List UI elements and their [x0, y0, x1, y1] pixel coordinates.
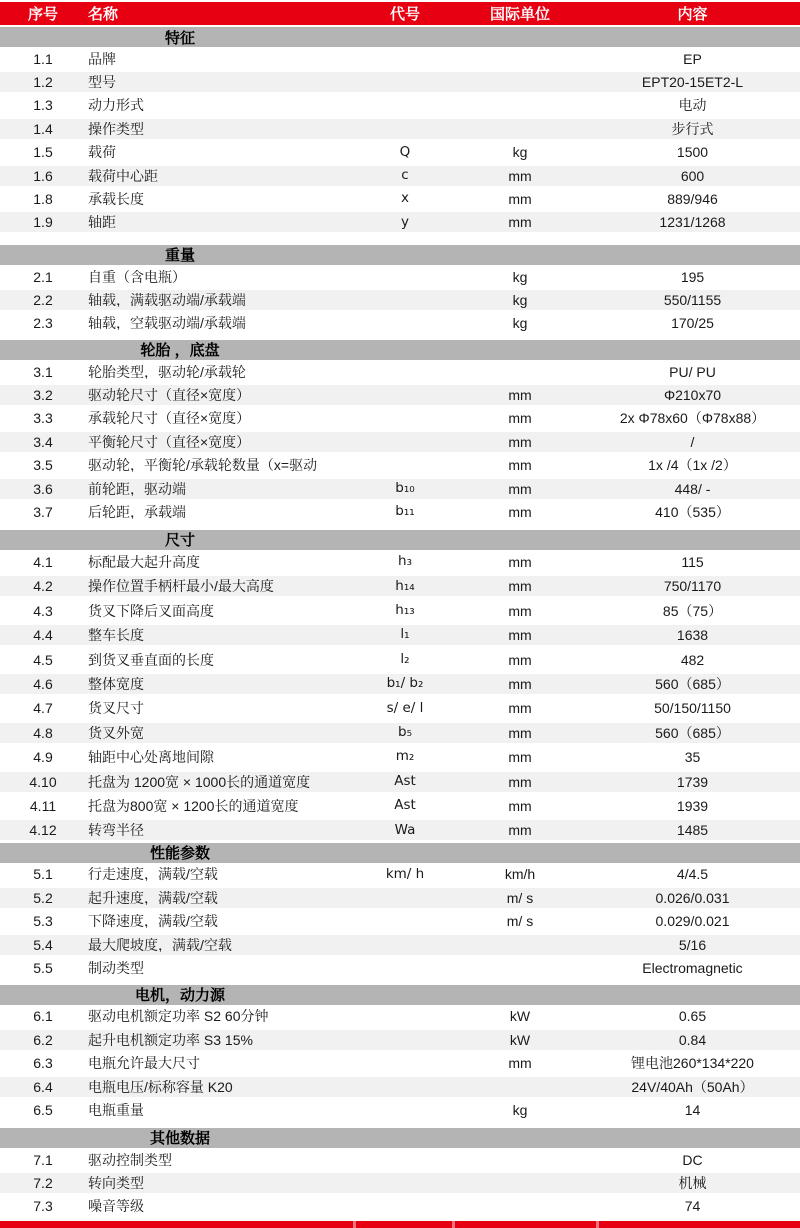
cell-index: 4.12 — [29, 822, 57, 839]
cell-unit: mm — [508, 700, 532, 717]
cell-index: 6.1 — [33, 1008, 53, 1025]
column-header-symbol: 代号 — [389, 6, 420, 23]
cell-unit: mm — [508, 457, 532, 474]
cell-value: 560（685） — [655, 675, 730, 692]
cell-name: 载荷 — [88, 145, 116, 160]
column-header-index: 序号 — [27, 6, 58, 23]
cell-name: 轴距 — [88, 215, 116, 230]
cell-name: 品牌 — [88, 51, 116, 66]
section-rows — [0, 1005, 800, 1122]
cell-index: 5.2 — [33, 889, 53, 906]
cell-name: 轴载，满载驱动端/承载端 — [88, 293, 246, 307]
column-header-value: 内容 — [677, 6, 708, 23]
cell-index: 1.5 — [33, 144, 53, 161]
table-row — [0, 574, 800, 598]
cell-index: 4.7 — [33, 700, 53, 717]
cell-value: 1500 — [676, 144, 709, 161]
cell-unit: kg — [512, 1101, 528, 1118]
cell-unit: km/h — [504, 866, 536, 883]
table-row — [0, 187, 800, 210]
cell-index: 4.6 — [33, 675, 53, 692]
table-row — [0, 288, 800, 311]
cell-symbol: s/ e/ l — [386, 699, 424, 716]
table-row — [0, 477, 800, 500]
cell-name: 货叉下降后叉面高度 — [88, 603, 214, 618]
cell-name: 行走速度，满载/空载 — [88, 867, 218, 882]
cell-index: 3.3 — [33, 410, 53, 427]
table-row — [0, 407, 800, 430]
cell-index: 4.5 — [33, 651, 53, 668]
section-header — [0, 530, 800, 550]
cell-index: 4.4 — [33, 627, 53, 644]
section-header — [0, 245, 800, 265]
cell-value: 1638 — [676, 627, 709, 644]
section-title: 电机，动力源 — [134, 987, 225, 1005]
cell-symbol: Ast — [394, 772, 416, 789]
table-row — [0, 430, 800, 453]
cell-symbol: x — [401, 190, 409, 207]
table-row — [0, 599, 800, 623]
cell-index: 4.10 — [29, 773, 57, 790]
cell-value: 1485 — [676, 822, 709, 839]
cell-name: 电瓶电压/标称容量 K20 — [88, 1079, 233, 1094]
table-row — [0, 1195, 800, 1218]
footer-divider — [452, 1221, 455, 1227]
cell-name: 整车长度 — [88, 628, 144, 643]
cell-unit: mm — [508, 675, 532, 692]
cell-unit: kg — [512, 144, 528, 161]
cell-name: 电瓶重量 — [88, 1102, 144, 1117]
cell-value: 115 — [681, 554, 704, 570]
cell-index: 5.5 — [33, 959, 53, 976]
cell-value: 560（685） — [655, 724, 730, 741]
cell-symbol: h₁₄ — [395, 577, 415, 594]
cell-value: 4/4.5 — [676, 866, 709, 883]
cell-index: 4.1 — [33, 554, 53, 570]
cell-unit: mm — [508, 386, 532, 403]
cell-name: 承载长度 — [88, 192, 144, 207]
cell-index: 4.8 — [33, 724, 53, 741]
cell-value: 1231/1268 — [659, 214, 726, 231]
section-header — [0, 27, 800, 47]
section-header — [0, 985, 800, 1005]
cell-name: 制动类型 — [88, 960, 144, 975]
cell-value: 0.65 — [678, 1008, 707, 1025]
cell-value: 0.029/0.021 — [655, 913, 730, 930]
cell-index: 1.3 — [33, 97, 53, 114]
cell-unit: mm — [508, 167, 532, 184]
cell-name: 前轮距，驱动端 — [88, 481, 186, 496]
section-header — [0, 340, 800, 360]
cell-symbol: b₁₀ — [395, 479, 415, 496]
table-row — [0, 550, 800, 574]
cell-symbol: y — [401, 213, 409, 230]
cell-index: 1.9 — [33, 214, 53, 231]
section-title: 性能参数 — [149, 845, 210, 863]
cell-symbol: b₁₁ — [395, 503, 415, 520]
cell-name: 轴距中心处离地间隙 — [88, 750, 214, 765]
cell-name: 转向类型 — [88, 1175, 144, 1190]
cell-unit: mm — [508, 1055, 532, 1072]
cell-index: 1.4 — [33, 120, 53, 137]
table-row — [0, 794, 800, 818]
cell-unit: m/ s — [506, 889, 534, 906]
section-title: 轮胎 ，底盘 — [140, 342, 220, 360]
cell-value: 550/1155 — [663, 292, 722, 308]
section-title: 重量 — [164, 247, 195, 265]
table-row — [0, 1098, 800, 1121]
column-header-name: 名称 — [88, 6, 119, 23]
cell-name: 自重（含电瓶） — [88, 269, 186, 284]
cell-unit: mm — [508, 214, 532, 231]
cell-name: 载荷中心距 — [88, 168, 158, 183]
cell-value: 电动 — [678, 97, 707, 114]
cell-index: 5.1 — [33, 866, 53, 883]
cell-unit: mm — [508, 749, 532, 766]
cell-value: 600 — [680, 167, 705, 184]
table-row — [0, 360, 800, 383]
cell-symbol: h₁₃ — [395, 602, 415, 619]
cell-value: EPT20-15ET2-L — [641, 74, 744, 91]
cell-value: EP — [683, 50, 702, 67]
cell-value: / — [690, 433, 695, 450]
table-row — [0, 863, 800, 886]
cell-unit: mm — [508, 797, 532, 814]
section-title: 尺寸 — [164, 532, 195, 550]
cell-index: 3.2 — [33, 386, 53, 403]
cell-name: 标配最大起升高度 — [88, 555, 200, 569]
cell-unit: kg — [512, 268, 528, 285]
table-row — [0, 164, 800, 187]
cell-index: 6.5 — [33, 1101, 53, 1118]
cell-symbol: l₂ — [400, 650, 410, 667]
table-row — [0, 70, 800, 93]
cell-value: PU/ PU — [669, 363, 716, 380]
table-row — [0, 745, 800, 769]
cell-index: 3.7 — [33, 503, 53, 520]
cell-value: 5/16 — [678, 936, 707, 953]
cell-symbol: Wa — [394, 821, 416, 838]
cell-name: 动力形式 — [88, 98, 144, 113]
cell-index: 4.3 — [33, 602, 53, 619]
cell-value: Electromagnetic — [642, 959, 743, 976]
cell-index: 3.1 — [33, 363, 53, 380]
section-rows — [0, 863, 800, 980]
cell-value: 35 — [684, 749, 701, 766]
table-row — [0, 117, 800, 140]
cell-index: 6.2 — [33, 1031, 53, 1048]
table-row — [0, 909, 800, 932]
cell-unit: mm — [508, 503, 532, 520]
table-row — [0, 672, 800, 696]
cell-value: 482 — [680, 651, 705, 668]
section-header — [0, 843, 800, 863]
cell-name: 承载轮尺寸（直径×宽度） — [88, 411, 251, 426]
cell-index: 2.2 — [33, 292, 53, 308]
table-row — [0, 818, 800, 842]
cell-name: 操作类型 — [88, 121, 144, 136]
table-row — [0, 769, 800, 793]
cell-symbol: m₂ — [395, 748, 415, 765]
cell-value: 步行式 — [671, 120, 714, 137]
table-row — [0, 453, 800, 476]
table-row — [0, 647, 800, 671]
table-row — [0, 312, 800, 335]
cell-value: 195 — [680, 268, 705, 285]
table-row — [0, 1051, 800, 1074]
cell-name: 货叉尺寸 — [88, 701, 144, 716]
table-row — [0, 383, 800, 406]
cell-name: 轴载，空载驱动端/承载端 — [88, 316, 246, 331]
cell-unit: mm — [508, 554, 532, 570]
cell-name: 起升速度，满载/空载 — [88, 890, 218, 905]
cell-symbol: h₃ — [398, 553, 412, 570]
cell-symbol: Q — [399, 143, 411, 160]
cell-unit: mm — [508, 651, 532, 668]
cell-value: 0.84 — [678, 1031, 707, 1048]
cell-index: 3.4 — [33, 433, 53, 450]
cell-symbol: l₁ — [400, 626, 410, 643]
cell-index: 6.4 — [33, 1078, 53, 1095]
section-rows — [0, 47, 800, 234]
table-row — [0, 211, 800, 234]
footer-divider — [353, 1221, 356, 1227]
cell-value: 锂电池260*134*220 — [631, 1055, 754, 1072]
table-row — [0, 1075, 800, 1098]
table-row — [0, 886, 800, 909]
cell-index: 3.6 — [33, 480, 53, 497]
cell-name: 电瓶允许最大尺寸 — [88, 1056, 200, 1071]
cell-name: 下降速度，满载/空载 — [88, 914, 218, 929]
cell-index: 3.5 — [33, 457, 53, 474]
cell-name: 驱动轮尺寸（直径×宽度） — [88, 387, 251, 402]
cell-unit: mm — [508, 627, 532, 644]
cell-unit: mm — [508, 191, 532, 208]
cell-unit: kg — [512, 292, 528, 308]
table-row — [0, 1028, 800, 1051]
cell-index: 5.3 — [33, 913, 53, 930]
cell-value: 14 — [684, 1101, 701, 1118]
cell-value: 410（535） — [655, 503, 730, 520]
cell-name: 轮胎类型，驱动轮/承载轮 — [88, 364, 246, 379]
table-row — [0, 1171, 800, 1194]
cell-value: 24V/40Ah（50Ah） — [631, 1078, 754, 1095]
cell-unit: kg — [512, 315, 528, 332]
cell-name: 托盘为800宽 × 1200长的通道宽度 — [88, 798, 299, 813]
cell-value: 机械 — [678, 1174, 707, 1191]
cell-name: 噪音等级 — [88, 1199, 144, 1214]
cell-value: 170/25 — [671, 315, 714, 332]
cell-index: 6.3 — [33, 1055, 53, 1072]
cell-symbol: km/ h — [385, 865, 425, 882]
cell-index: 2.1 — [33, 268, 53, 285]
cell-name: 转弯半径 — [88, 823, 144, 838]
cell-unit: kW — [509, 1008, 531, 1025]
cell-index: 7.2 — [33, 1174, 53, 1191]
cell-value: 1x /4（1x /2） — [648, 457, 737, 474]
footer-divider — [596, 1221, 599, 1227]
cell-name: 最大爬坡度，满载/空载 — [88, 937, 232, 952]
cell-index: 4.9 — [33, 749, 53, 766]
cell-value: 0.026/0.031 — [655, 889, 730, 906]
cell-value: 1739 — [676, 773, 709, 790]
cell-unit: mm — [508, 724, 532, 741]
cell-symbol: b₅ — [398, 723, 412, 740]
cell-index: 5.4 — [33, 936, 53, 953]
cell-index: 1.6 — [33, 167, 53, 184]
cell-name: 平衡轮尺寸（直径×宽度） — [88, 434, 251, 449]
column-header-unit: 国际单位 — [489, 6, 550, 23]
table-row — [0, 696, 800, 720]
cell-name: 操作位置手柄杆最小/最大高度 — [88, 579, 274, 594]
cell-value: 889/946 — [667, 191, 718, 208]
table-row — [0, 141, 800, 164]
cell-unit: mm — [508, 578, 532, 595]
table-row — [0, 721, 800, 745]
section-rows — [0, 360, 800, 524]
cell-value: Φ210x70 — [663, 386, 722, 403]
table-header — [0, 2, 800, 25]
table-body — [0, 27, 800, 1218]
table-row — [0, 1005, 800, 1028]
table-row — [0, 933, 800, 956]
cell-unit: mm — [508, 480, 532, 497]
table-row — [0, 956, 800, 979]
section-header — [0, 1128, 800, 1148]
section-rows — [0, 265, 800, 335]
section-rows — [0, 550, 800, 843]
cell-value: 85（75） — [662, 602, 723, 619]
cell-name: 驱动控制类型 — [88, 1152, 172, 1167]
cell-index: 1.1 — [33, 50, 53, 67]
cell-name: 型号 — [88, 75, 116, 90]
cell-unit: mm — [508, 822, 532, 839]
cell-name: 货叉外宽 — [88, 725, 144, 740]
cell-index: 1.8 — [33, 191, 53, 208]
cell-name: 后轮距，承载端 — [88, 504, 186, 519]
cell-symbol: c — [401, 166, 409, 183]
cell-symbol: Ast — [394, 797, 416, 814]
table-row — [0, 623, 800, 647]
cell-unit: mm — [508, 410, 532, 427]
cell-value: 50/150/1150 — [654, 700, 731, 717]
cell-value: 750/1170 — [663, 578, 722, 595]
cell-index: 7.1 — [33, 1151, 53, 1168]
section-title: 其他数据 — [149, 1130, 210, 1148]
cell-unit: m/ s — [506, 913, 534, 930]
cell-value: DC — [682, 1151, 703, 1168]
cell-unit: mm — [508, 602, 532, 619]
cell-unit: mm — [508, 773, 532, 790]
cell-value: 1939 — [676, 797, 709, 814]
section-title: 特征 — [164, 29, 195, 47]
table-row — [0, 265, 800, 288]
cell-index: 7.3 — [33, 1198, 53, 1215]
cell-index: 4.2 — [33, 578, 53, 595]
cell-index: 2.3 — [33, 315, 53, 332]
table-row — [0, 1148, 800, 1171]
cell-name: 到货叉垂直面的长度 — [88, 652, 214, 667]
table-row — [0, 500, 800, 523]
cell-name: 起升电机额定功率 S3 15% — [88, 1032, 253, 1047]
cell-name: 整体宽度 — [88, 676, 144, 691]
cell-value: 2x Φ78x60（Φ78x88） — [619, 410, 766, 427]
cell-unit: mm — [508, 433, 532, 450]
footer-red-bar — [0, 1221, 800, 1227]
cell-index: 1.2 — [33, 74, 53, 91]
cell-value: 74 — [684, 1198, 701, 1215]
cell-name: 驱动轮，平衡轮/承载轮数量（x=驱动 — [88, 458, 318, 473]
cell-value: 448/ - — [674, 480, 711, 497]
cell-unit: kW — [509, 1031, 531, 1048]
table-row — [0, 94, 800, 117]
table-row — [0, 47, 800, 70]
cell-symbol: b₁/ b₂ — [386, 675, 424, 692]
cell-name: 驱动电机额定功率 S2 60分钟 — [88, 1009, 269, 1024]
cell-name: 托盘为 1200宽 × 1000长的通道宽度 — [88, 774, 311, 789]
section-rows — [0, 1148, 800, 1218]
cell-index: 4.11 — [29, 797, 57, 814]
